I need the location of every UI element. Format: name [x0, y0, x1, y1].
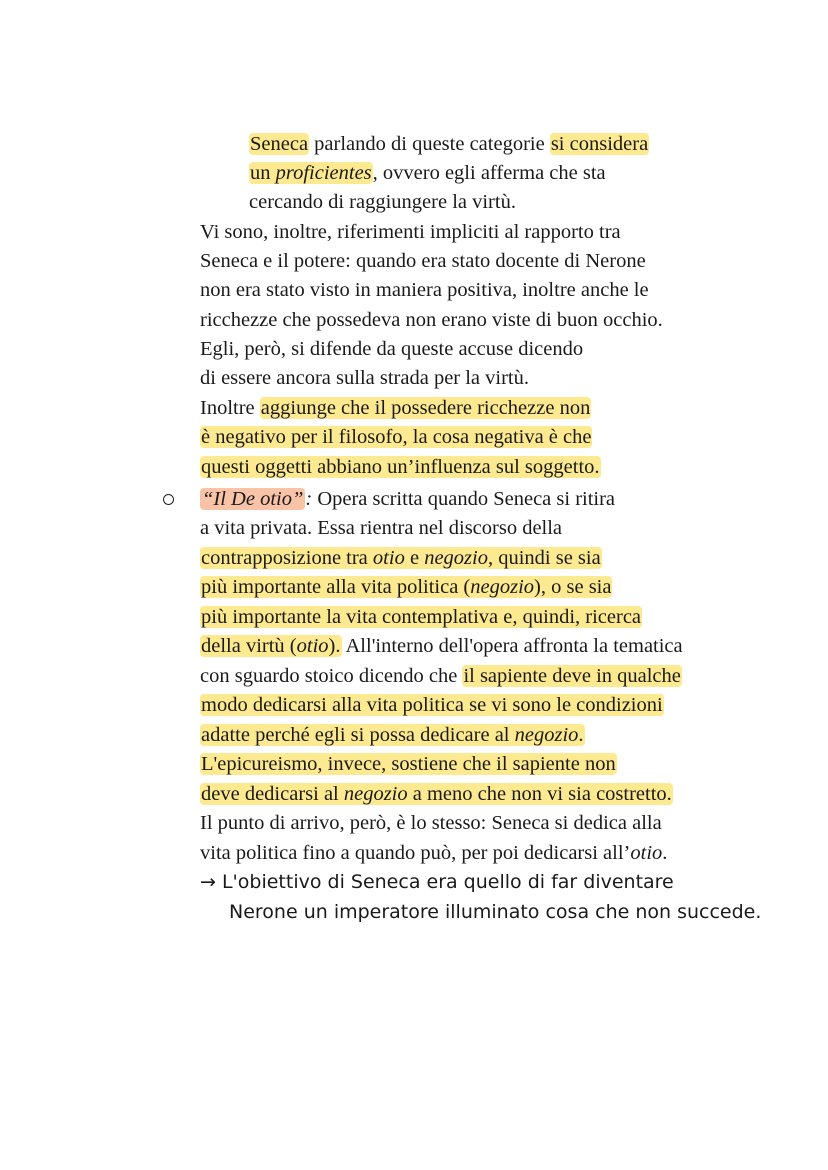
paragraph-line: [200, 721, 585, 750]
conclusion-line-1: → L'obiettivo di Seneca era quello di far diventare: [200, 871, 674, 893]
conclusion-line-2: Nerone un imperatore illuminato cosa che non succede.: [229, 901, 762, 923]
paragraph-line: [200, 544, 602, 573]
paragraph-line: [200, 453, 601, 482]
highlight: questi oggetti abbiano un’influenza sul soggetto.: [201, 456, 600, 478]
highlight: della virtù (otio).: [201, 635, 341, 657]
paragraph-line: ricchezze che possedeva non erano viste di buon occhio.: [200, 309, 663, 331]
bullet-icon: [163, 494, 174, 505]
paragraph-line: Vi sono, inoltre, riferimenti impliciti al rapporto tra: [200, 221, 621, 243]
highlight: L'epicureismo, invece, sostiene che il sapiente non: [201, 753, 616, 775]
highlight: più importante la vita contemplativa e, quindi, ricerca: [201, 606, 642, 628]
paragraph-line: della virtù (otio). All'interno dell'opera affronta la tematica: [201, 635, 683, 657]
paragraph-line: non era stato visto in maniera positiva, inoltre anche le: [200, 279, 649, 301]
section-title-highlight: “Il De otio”: [202, 488, 304, 510]
paragraph-line: vita politica fino a quando può, per poi dedicarsi all’otio.: [200, 842, 668, 864]
paragraph-line: a vita privata. Essa rientra nel discorso della: [200, 517, 563, 539]
intro-line-2: un proficientes, ovvero egli afferma che sta: [250, 162, 606, 184]
highlight: è negativo per il filosofo, la cosa negativa è che: [201, 426, 592, 448]
paragraph-line: [200, 750, 617, 779]
highlight: Seneca: [250, 133, 309, 155]
deotio-line-1: “Il De otio”: Opera scritta quando Seneca si ritira: [202, 488, 616, 510]
highlight: aggiunge che il possedere ricchezze non: [260, 397, 591, 419]
highlight: contrapposizione tra otio e negozio, quindi se sia: [201, 547, 601, 569]
paragraph-line: [200, 780, 673, 809]
intro-line-3: cercando di raggiungere la virtù.: [249, 191, 516, 213]
paragraph-line: [200, 573, 612, 602]
paragraph-line: Il punto di arrivo, però, è lo stesso: Seneca si dedica alla: [200, 812, 662, 834]
highlight: si considera: [550, 133, 649, 155]
intro-line-1: Seneca parlando di queste categorie si considera: [250, 133, 649, 155]
paragraph-line: di essere ancora sulla strada per la virtù.: [200, 367, 530, 389]
paragraph-line: [200, 691, 664, 720]
highlight: un proficientes: [250, 162, 372, 184]
paragraph-line: con sguardo stoico dicendo che il sapiente deve in qualche: [200, 665, 681, 687]
paragraph-line: [200, 603, 642, 632]
highlight: modo dedicarsi alla vita politica se vi sono le condizioni: [201, 694, 663, 716]
highlight: il sapiente deve in qualche: [463, 665, 681, 687]
paragraph-line: Inoltre aggiunge che il possedere ricchezze non: [200, 397, 591, 419]
paragraph-line: [200, 423, 592, 452]
paragraph-line: Egli, però, si difende da queste accuse dicendo: [200, 338, 584, 360]
highlight: deve dedicarsi al negozio a meno che non vi sia costretto.: [201, 783, 672, 805]
highlight: adatte perché egli si possa dedicare al negozio.: [201, 724, 584, 746]
highlight: più importante alla vita politica (negozio), o se sia: [201, 576, 612, 598]
arrow-icon: →: [200, 871, 216, 893]
paragraph-line: Seneca e il potere: quando era stato docente di Nerone: [200, 250, 646, 272]
